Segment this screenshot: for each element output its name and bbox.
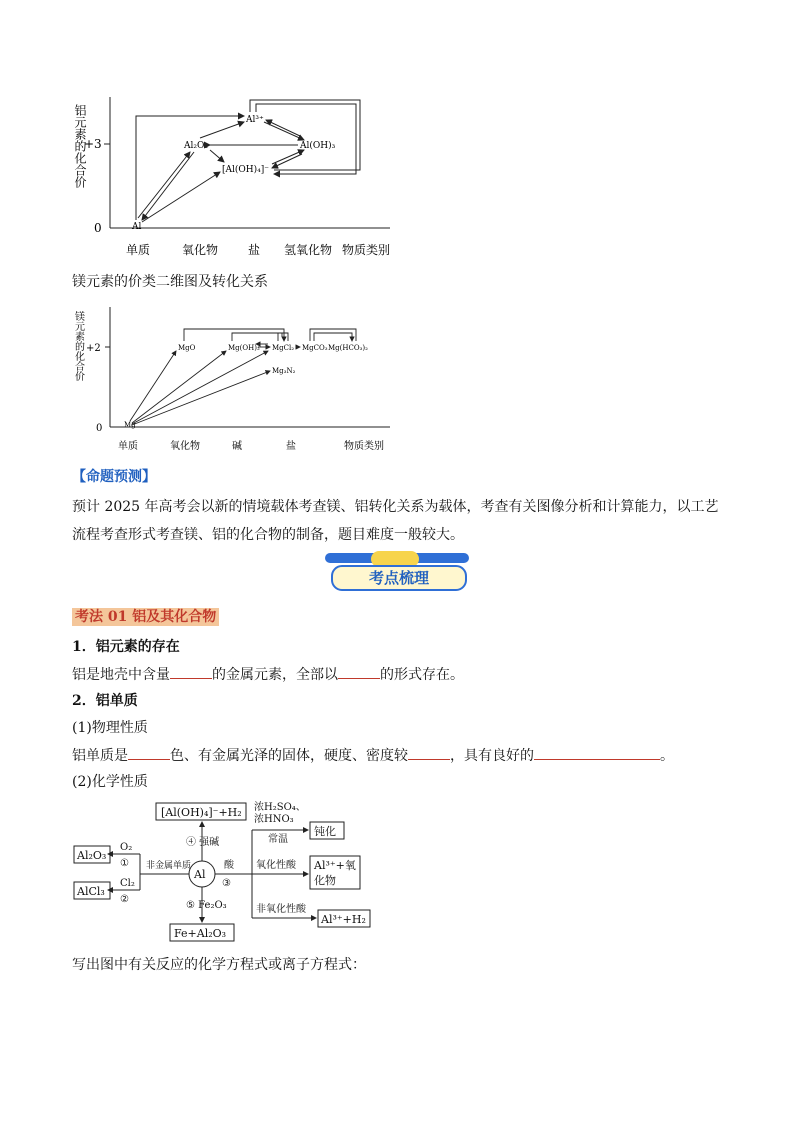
diagram-top-box: [Al(OH)₄]⁻+H₂ [161, 806, 242, 819]
mg-node-mgoh2: Mg(OH)₂ [228, 344, 260, 352]
diagram-r1-cond-c: 常温 [268, 834, 288, 845]
mg-xcat-2: 氧化物 [170, 441, 200, 452]
diagram-left-top-box: Al₂O₃ [77, 849, 107, 862]
blank-1[interactable] [170, 664, 212, 679]
mg-node-mghco3: Mg(HCO₃)₂ [328, 344, 368, 352]
diagram-left-top-reagent: O₂ [120, 842, 133, 853]
diagram-bottom-label: ⑤ Fe₂O₃ [186, 900, 227, 911]
magnesium-valence-chart [72, 303, 402, 458]
mg-xcat-1: 单质 [118, 441, 138, 452]
prediction-heading: 【命题预测】 [72, 469, 156, 485]
s1-text: 铝是地壳中含量 的金属元素，全部以 的形式存在。 [72, 664, 464, 685]
diagram-r3-box: Al³⁺+H₂ [321, 913, 366, 926]
diagram-r2-box-b: 化物 [314, 874, 336, 887]
prediction-text: 预计 2025 年高考会以新的情境载体考查镁、铝转化关系为载体，考查有关图像分析和计算能力，以工艺流程考查形式考查镁、铝的化合物的制备，题目难度一般较大。 [72, 499, 719, 543]
blank-4[interactable] [408, 745, 450, 760]
diagram-center: Al [194, 868, 206, 881]
al-xcat-4: 氢氧化物 [284, 243, 333, 257]
diagram-top-label: ④ 强碱 [186, 837, 220, 848]
diagram-left-label: 非金属单质 [146, 861, 192, 871]
al-ytick-3: +3 [84, 137, 102, 151]
banner-title: 考点梳理 [331, 565, 467, 591]
diagram-r2-cond: 氧化性酸 [256, 860, 296, 871]
diagram-r3-cond: 非氧化性酸 [256, 904, 306, 915]
mg-ylabel: 镁元素的化合价 [72, 311, 84, 381]
diagram-r1-box: 钝化 [314, 825, 336, 838]
blank-3[interactable] [128, 745, 170, 760]
al-chemical-properties-diagram [72, 798, 382, 944]
section-banner [325, 551, 469, 591]
s2-sub1: (1)物理性质 [72, 720, 148, 736]
blank-2[interactable] [338, 664, 380, 679]
al-ylabel: 铝元素的化合价 [73, 104, 87, 188]
s2-heading: 2．铝单质 [72, 693, 138, 709]
al-node-al3: Al³⁺ [246, 115, 264, 125]
mg-ytick-0: 0 [96, 423, 103, 434]
diagram-right-num: ③ [222, 878, 231, 889]
diagram-right-label: 酸 [224, 860, 234, 871]
diagram-r2-box-a: Al³⁺+氧 [314, 859, 356, 872]
aluminum-valence-chart [60, 92, 405, 262]
mg-node-mgo: MgO [178, 344, 196, 352]
al-xcat-2: 氧化物 [182, 243, 219, 257]
closing-text: 写出图中有关反应的化学方程式或离子方程式： [72, 957, 366, 973]
al-node-al: Al [132, 222, 142, 232]
mg-xcat-3: 碱 [232, 441, 242, 452]
diagram-left-bottom-num: ② [120, 894, 129, 905]
blank-5[interactable] [534, 745, 660, 760]
mg-ytick-2: +2 [86, 343, 101, 354]
al-node-al2o3: Al₂O₃ [184, 141, 208, 151]
mg-node-mgcl2: MgCl₂ [272, 344, 295, 352]
diagram-left-bottom-reagent: Cl₂ [120, 878, 135, 889]
al-node-aloh3: Al(OH)₃ [300, 141, 336, 151]
al-xcat-5: 物质类别 [342, 243, 391, 257]
mg-node-mg: Mg [124, 421, 136, 429]
diagram-r1-cond-b: 浓HNO₃ [254, 814, 294, 825]
al-node-aloh4: [Al(OH)₄]⁻ [222, 165, 270, 175]
method-title-wrap [72, 606, 219, 626]
al-xcat-3: 盐 [248, 243, 261, 257]
diagram-r1-cond-a: 浓H₂SO₄、 [254, 802, 306, 813]
diagram-bottom-box: Fe+Al₂O₃ [174, 927, 227, 940]
mg-node-mgco3: MgCO₃ [302, 344, 328, 352]
diagram-left-bottom-box: AlCl₃ [77, 885, 105, 898]
al-ytick-0: 0 [94, 221, 102, 235]
mg-caption: 镁元素的价类二维图及转化关系 [72, 274, 268, 290]
mg-xcat-4: 盐 [286, 441, 296, 452]
diagram-left-top-num: ① [120, 858, 129, 869]
s2-sub2: (2)化学性质 [72, 774, 148, 790]
s1-heading: 1．铝元素的存在 [72, 639, 180, 655]
s2-text: 铝单质是 色、有金属光泽的固体，硬度、密度较 ，具有良好的 。 [72, 745, 674, 766]
mg-node-mg3n2: Mg₃N₂ [272, 367, 296, 375]
method-title: 考法 01 铝及其化合物 [72, 608, 219, 626]
al-xcat-1: 单质 [126, 243, 151, 257]
mg-xcat-5: 物质类别 [344, 441, 384, 452]
